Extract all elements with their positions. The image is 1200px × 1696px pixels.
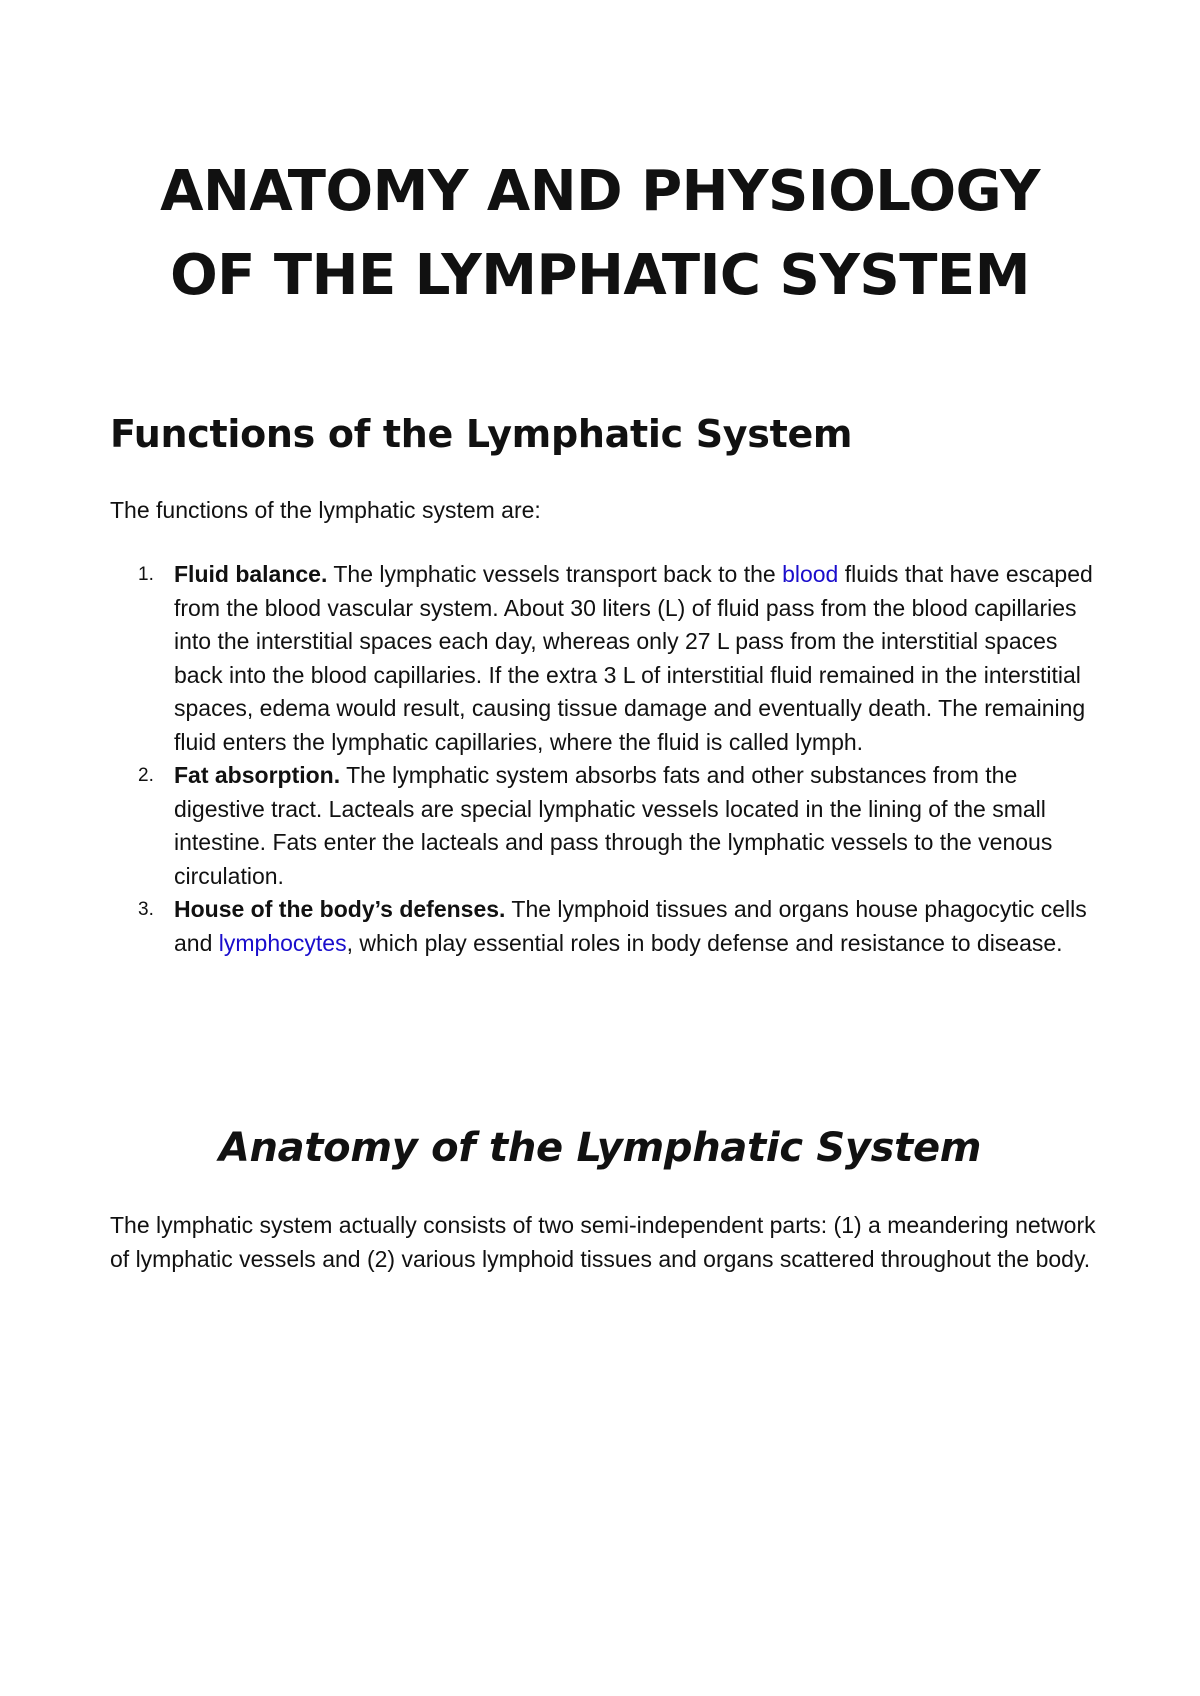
section-heading-anatomy: Anatomy of the Lymphatic System	[218, 1125, 982, 1171]
list-text: The lymphatic system absorbs fats and other substances from the digestive tract. Lacteals are special lymphatic vessels located in the lining of the small intestine. Fats enter the lacteals and pass through the lymphatic vessels to the venous circulation.	[174, 762, 1053, 889]
list-number: 3.	[138, 899, 154, 920]
anatomy-paragraph: The lymphatic system actually consists of two semi-independent parts: (1) a meandering network of lymphatic vessels and (2) various lymphoid tissues and organs scattered throughout the body.	[110, 1212, 1096, 1272]
list-number: 2.	[138, 765, 154, 786]
list-term: Fluid balance.	[174, 561, 328, 587]
title-line-1: ANATOMY AND PHYSIOLOGY	[160, 159, 1040, 224]
document-title	[100, 150, 1100, 318]
list-text: The lymphatic vessels transport back to the	[327, 561, 783, 587]
blood-link[interactable]: blood	[782, 561, 839, 587]
list-text: The lymphoid tissues and organs house phagocytic cells and	[174, 896, 1087, 956]
list-text: fluids that have escaped from the blood vascular system. About 30 liters (L) of fluid pass from the blood capillaries into the interstitial spaces each day, whereas only 27 L pass from the interstitial spaces back into the blood capillaries. If the extra 3 L of interstitial fluid remained in the interstitial spaces, edema would result, causing tissue damage and eventually death. The remaining fluid enters the lymphatic capillaries, where the fluid is called lymph.	[174, 561, 1093, 755]
list-text: , which play essential roles in body defense and resistance to disease.	[346, 929, 1063, 956]
list-item-body-defenses	[110, 893, 1100, 960]
title-line-2: OF THE LYMPHATIC SYSTEM	[170, 243, 1030, 308]
list-term: House of the body’s defenses.	[174, 896, 506, 922]
functions-list	[110, 558, 1100, 960]
functions-intro: The functions of the lymphatic system are:	[110, 497, 541, 523]
list-term: Fat absorption.	[174, 762, 341, 788]
lymphocytes-link[interactable]: lymphocytes	[218, 929, 347, 956]
list-item-fat-absorption	[110, 759, 1100, 893]
list-number: 1.	[138, 564, 154, 585]
section-heading-functions: Functions of the Lymphatic System	[110, 412, 853, 456]
list-item-fluid-balance	[110, 558, 1100, 759]
